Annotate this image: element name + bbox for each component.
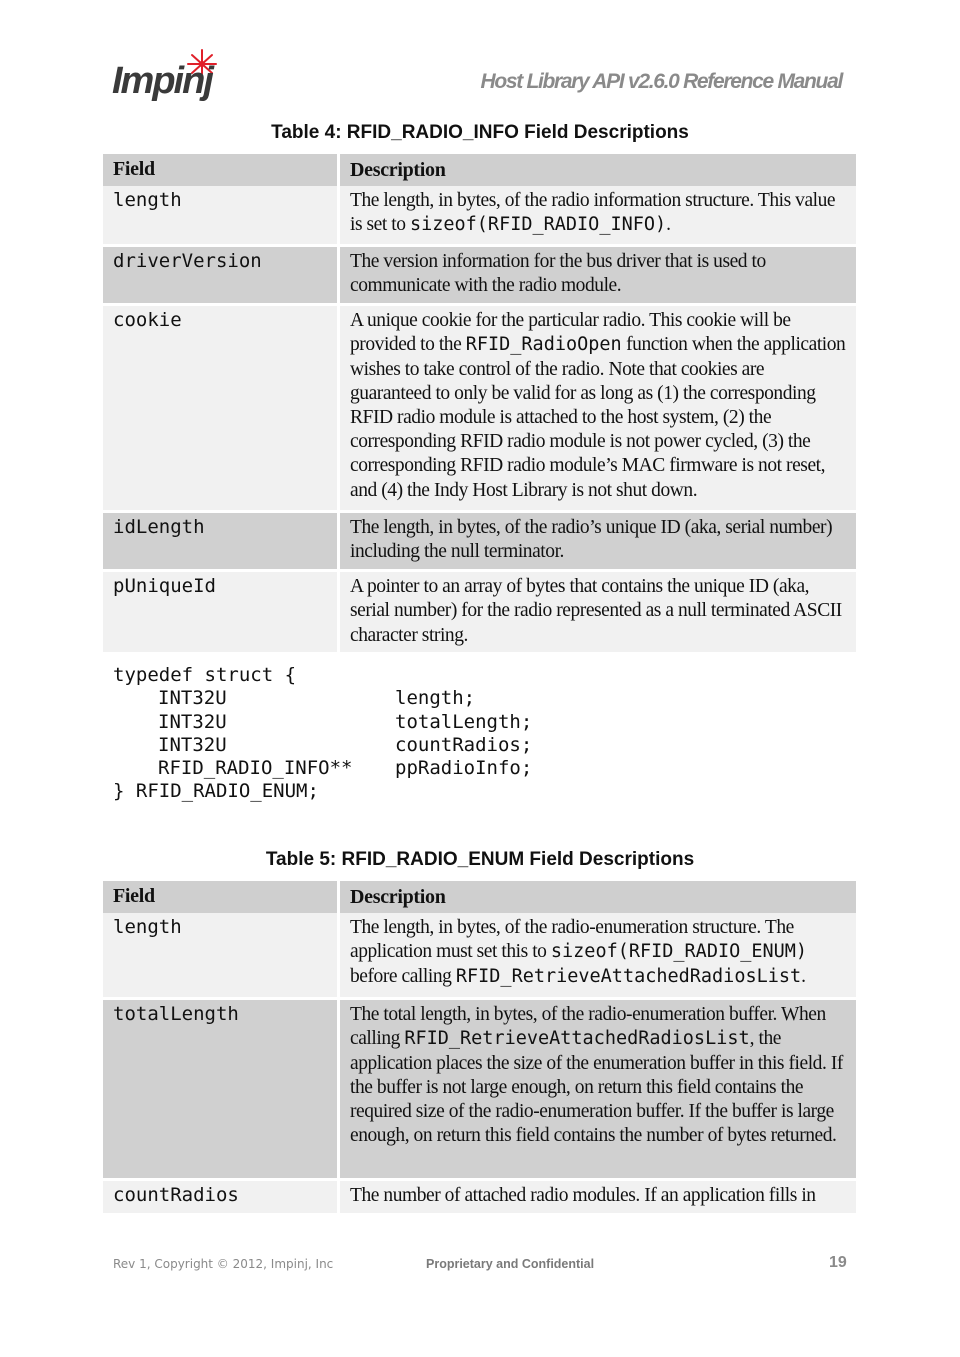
- code-identifier: RFID_RadioOpen: [465, 334, 622, 356]
- field-description-cell: [340, 572, 856, 652]
- table4-body: [103, 186, 856, 652]
- table4: [103, 154, 856, 652]
- table-row: [103, 1181, 856, 1213]
- table-row: [103, 572, 856, 652]
- description-text: The length, in bytes, of the radio’s unique ID (aka, serial number) including the null terminator.: [350, 517, 833, 563]
- table5-header-description: Description: [340, 881, 856, 913]
- field-name-cell: driverVersion: [103, 247, 337, 303]
- member-name: ppRadioInfo;: [395, 757, 533, 780]
- code-line-open: typedef struct {: [113, 664, 297, 686]
- table-row: [103, 1000, 856, 1178]
- field-name-cell: totalLength: [103, 1000, 337, 1178]
- description-text: .: [666, 214, 671, 236]
- code-member-line: [113, 710, 533, 734]
- field-name-cell: length: [103, 186, 337, 244]
- table-row: [103, 186, 856, 244]
- table-row: [103, 247, 856, 303]
- table5: [103, 881, 856, 1213]
- description-text: A unique cookie for the particular radio. This cookie will be provided to the: [350, 310, 791, 356]
- description-text: The version information for the bus driver that is used to communicate with the radio module.: [350, 251, 766, 297]
- code-line-close: } RFID_RADIO_ENUM;: [113, 780, 319, 803]
- footer-confidential: Proprietary and Confidential: [426, 1257, 595, 1271]
- table-row: [103, 913, 856, 997]
- field-description-cell: [340, 913, 856, 997]
- description-text: A pointer to an array of bytes that contains the unique ID (aka, serial number) for the radio represented as a null terminated ASCII character string.: [350, 576, 842, 646]
- table4-header-field: Field: [103, 154, 337, 186]
- field-description-cell: [340, 306, 856, 510]
- member-type: INT32U: [158, 733, 227, 756]
- code-identifier: sizeof(RFID_RADIO_ENUM): [550, 941, 808, 963]
- description-text: The length, in bytes, of the radio-enumeration structure. The application must set this to: [350, 917, 794, 963]
- code-members: [113, 687, 533, 780]
- code-member-line: [113, 687, 476, 710]
- description-text: The length, in bytes, of the radio information structure. This value is set to: [350, 190, 836, 236]
- description-text: before calling: [350, 965, 456, 987]
- table5-header-row: [103, 881, 856, 913]
- code-member-line: [113, 733, 533, 757]
- member-type: INT32U: [158, 710, 227, 733]
- description-text: The number of attached radio modules. If an application fills in: [350, 1185, 816, 1207]
- description-text: .: [801, 965, 806, 987]
- table4-caption: Table 4: RFID_RADIO_INFO Field Descriptions: [271, 122, 689, 143]
- member-name: countRadios;: [395, 733, 533, 756]
- field-name-cell: idLength: [103, 513, 337, 569]
- code-identifier: RFID_RetrieveAttachedRadiosList: [455, 965, 802, 987]
- table4-header-row: [103, 154, 856, 186]
- table4-header-description: Description: [340, 154, 856, 186]
- table-row: [103, 306, 856, 510]
- page-number: 19: [829, 1254, 847, 1271]
- table5-header-field: Field: [103, 881, 337, 913]
- table-row: [103, 513, 856, 569]
- field-description-cell: [340, 1181, 856, 1213]
- footer-copyright: Rev 1, Copyright © 2012, Impinj, Inc: [113, 1257, 334, 1271]
- field-name-cell: length: [103, 913, 337, 997]
- description-text: function when the application wishes to take control of the radio. Note that cookies are guaranteed to only be valid for as long as (1) the corresponding RFID radio module is attached to the host system, (2) the corresponding RFID radio module is not power cycled, (3) the corresponding RFID radio module’s MAC firmware is not reset, and (4) the Indy Host Library is not shut down.: [350, 334, 846, 501]
- field-description-cell: [340, 247, 856, 303]
- document-title: Host Library API v2.6.0 Reference Manual: [480, 70, 842, 93]
- code-block: [113, 664, 533, 804]
- field-name-cell: countRadios: [103, 1181, 337, 1213]
- member-type: RFID_RADIO_INFO**: [158, 757, 353, 780]
- field-name-cell: pUniqueId: [103, 572, 337, 652]
- field-name-cell: cookie: [103, 306, 337, 510]
- field-description-cell: [340, 513, 856, 569]
- description-text: The total length, in bytes, of the radio-enumeration buffer. When calling: [350, 1004, 826, 1050]
- table5-caption: Table 5: RFID_RADIO_ENUM Field Descriptions: [265, 849, 695, 870]
- impinj-logo: [112, 48, 232, 104]
- member-name: length;: [395, 687, 476, 710]
- field-description-cell: [340, 186, 856, 244]
- table5-body: [103, 913, 856, 1213]
- member-type: INT32U: [158, 687, 227, 710]
- code-member-line: [113, 757, 533, 780]
- member-name: totalLength;: [395, 710, 533, 733]
- logo-wordmark: Impinj: [112, 60, 212, 102]
- field-description-cell: [340, 1000, 856, 1178]
- description-text: , the application places the size of the enumeration buffer in this field. If the buffer is not large enough, on return this field contains the required size of the radio-enumeration buffer. If the buffer is large enough, on return this field contains the number of bytes returned.: [350, 1028, 843, 1147]
- code-identifier: sizeof(RFID_RADIO_INFO): [409, 214, 667, 236]
- code-identifier: RFID_RetrieveAttachedRadiosList: [404, 1028, 750, 1050]
